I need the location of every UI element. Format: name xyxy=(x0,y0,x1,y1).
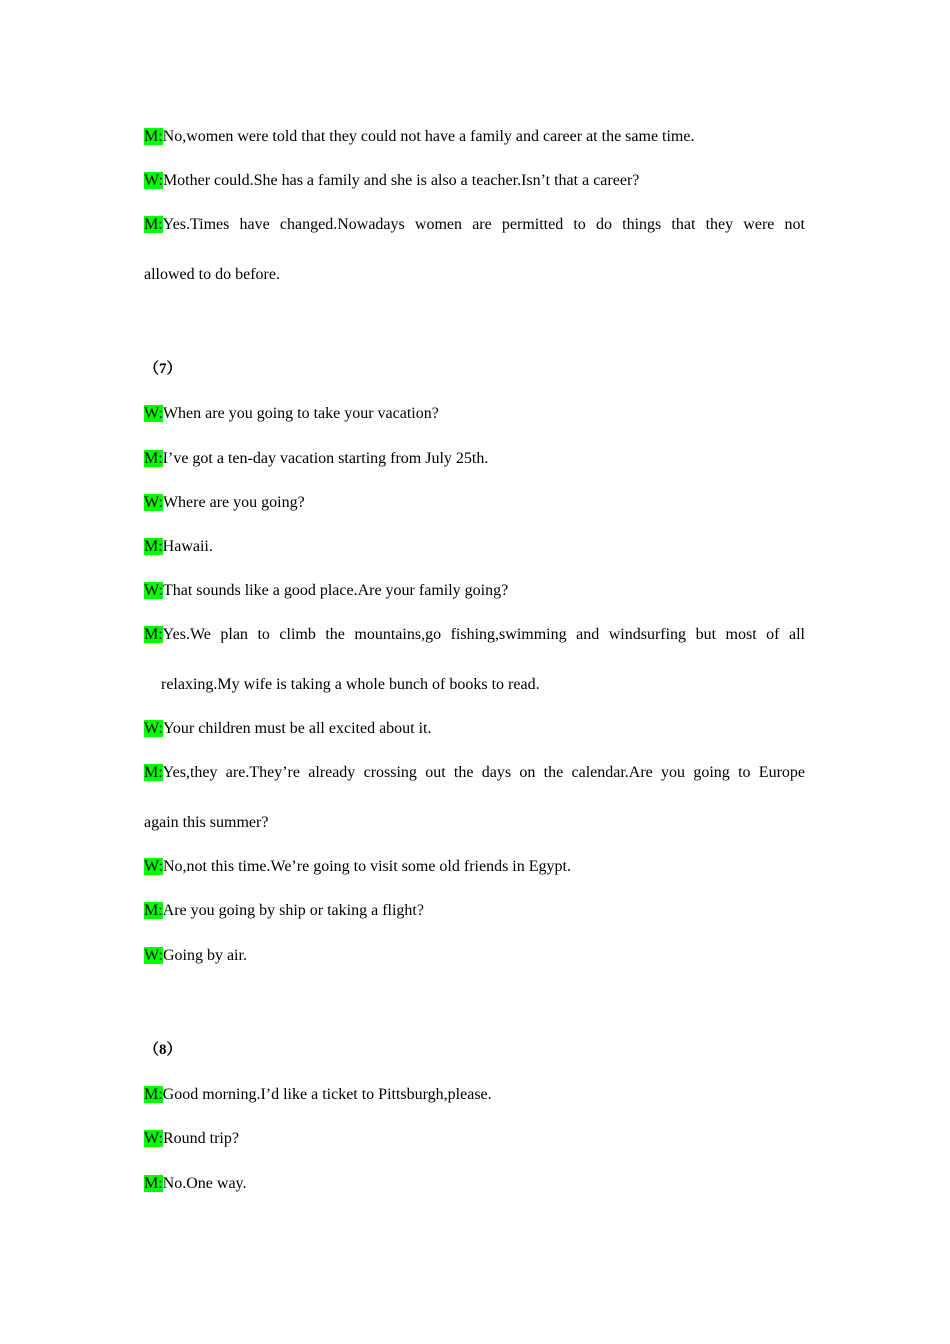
speaker-tag: W: xyxy=(144,858,163,875)
dialogue-text: Your children must be all excited about it. xyxy=(162,720,432,737)
speaker-tag: M: xyxy=(144,216,163,233)
speaker-tag: W: xyxy=(144,947,163,964)
section-label-8: （8） xyxy=(144,1042,182,1058)
dialogue-text: Are you going by ship or taking a flight? xyxy=(162,902,424,919)
speaker-tag: M: xyxy=(144,1086,163,1103)
speaker-tag: W: xyxy=(144,172,163,189)
dialogue-line xyxy=(144,537,805,557)
speaker-tag: M: xyxy=(144,626,163,643)
speaker-tag: M: xyxy=(144,764,163,781)
dialogue-text: again this summer? xyxy=(144,814,269,831)
dialogue-text: Yes.We plan to climb the mountains,go fishing,swimming and windsurfing but most of all xyxy=(162,626,805,643)
dialogue-line xyxy=(144,215,805,235)
speaker-tag: W: xyxy=(144,494,163,511)
dialogue-text: Yes.Times have changed.Nowadays women are permitted to do things that they were not xyxy=(162,216,805,233)
section-label-7: （7） xyxy=(144,361,182,377)
dialogue-line xyxy=(144,404,805,424)
dialogue-text: No,women were told that they could not have a family and career at the same time. xyxy=(162,128,695,145)
dialogue-text: Round trip? xyxy=(162,1130,239,1147)
dialogue-text: relaxing.My wife is taking a whole bunch of books to read. xyxy=(161,676,540,693)
dialogue-continuation xyxy=(144,265,805,285)
dialogue-line xyxy=(144,171,805,191)
dialogue-text: When are you going to take your vacation? xyxy=(162,405,439,422)
dialogue-line xyxy=(144,449,805,469)
dialogue-line xyxy=(144,625,805,645)
dialogue-line xyxy=(144,1085,805,1105)
dialogue-text: No.One way. xyxy=(162,1175,247,1192)
dialogue-line xyxy=(144,763,805,783)
dialogue-line xyxy=(144,1174,805,1194)
dialogue-text: Where are you going? xyxy=(162,494,305,511)
dialogue-continuation xyxy=(144,675,805,695)
dialogue-text: No,not this time.We’re going to visit some old friends in Egypt. xyxy=(162,858,571,875)
dialogue-line xyxy=(144,127,805,147)
speaker-tag: W: xyxy=(144,582,163,599)
dialogue-text: Going by air. xyxy=(162,947,247,964)
dialogue-text: Good morning.I’d like a ticket to Pittsburgh,please. xyxy=(162,1086,492,1103)
dialogue-text: Mother could.She has a family and she is also a teacher.Isn’t that a career? xyxy=(162,172,640,189)
dialogue-text: Yes,they are.They’re already crossing out the days on the calendar.Are you going to Europe xyxy=(162,764,805,781)
dialogue-continuation xyxy=(144,813,805,833)
speaker-tag: M: xyxy=(144,902,163,919)
speaker-tag: M: xyxy=(144,128,163,145)
dialogue-line xyxy=(144,1129,805,1149)
dialogue-line xyxy=(144,946,805,966)
speaker-tag: W: xyxy=(144,720,163,737)
dialogue-line xyxy=(144,857,805,877)
dialogue-text: allowed to do before. xyxy=(144,266,280,283)
dialogue-line xyxy=(144,493,805,513)
speaker-tag: M: xyxy=(144,450,163,467)
dialogue-text: I’ve got a ten-day vacation starting from July 25th. xyxy=(162,450,489,467)
dialogue-line xyxy=(144,901,805,921)
speaker-tag: W: xyxy=(144,405,163,422)
dialogue-text: That sounds like a good place.Are your family going? xyxy=(162,582,509,599)
dialogue-line xyxy=(144,581,805,601)
dialogue-text: Hawaii. xyxy=(162,538,213,555)
speaker-tag: M: xyxy=(144,538,163,555)
speaker-tag: W: xyxy=(144,1130,163,1147)
dialogue-line xyxy=(144,719,805,739)
speaker-tag: M: xyxy=(144,1175,163,1192)
